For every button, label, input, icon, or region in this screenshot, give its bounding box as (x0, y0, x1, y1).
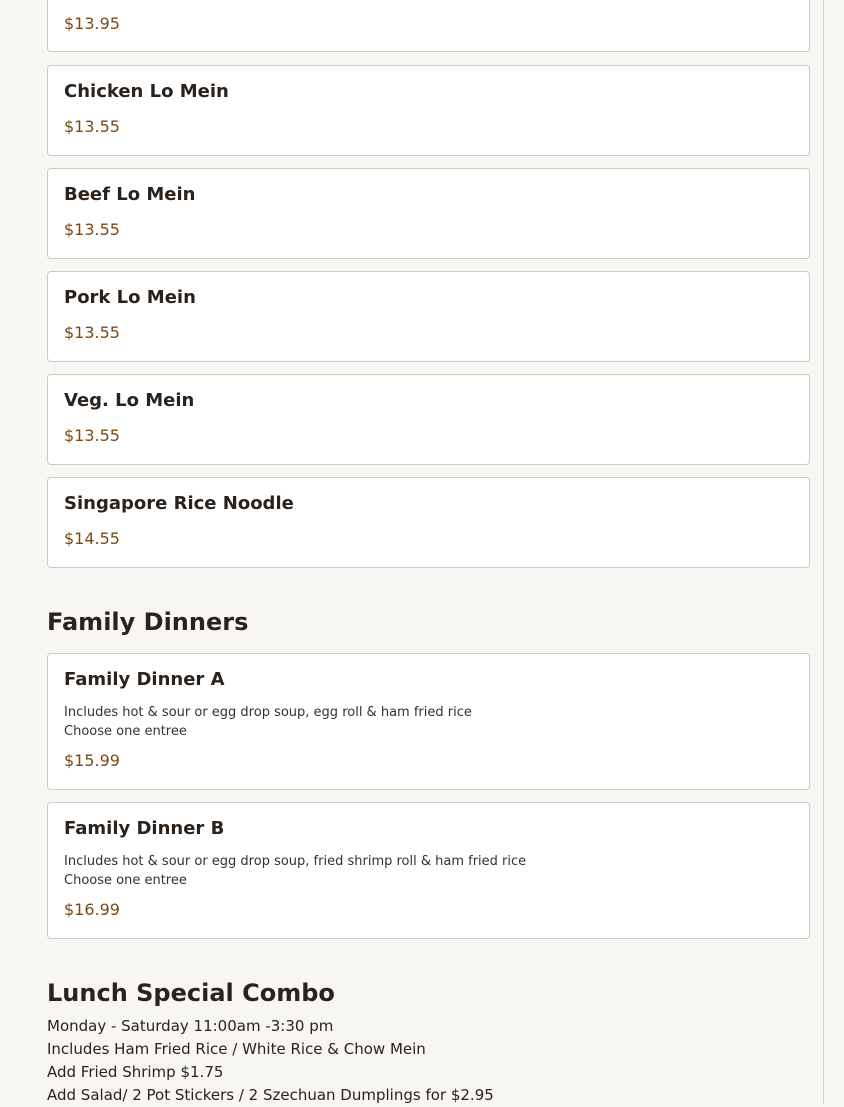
menu-item-name: Pork Lo Mein (64, 287, 196, 308)
section-title-lunch-special: Lunch Special Combo (47, 979, 335, 1007)
lunch-special-addon: Add Fried Shrimp $1.75 (47, 1063, 224, 1081)
menu-item-description: Includes hot & sour or egg drop soup, egg roll & ham fried rice (64, 705, 472, 720)
menu-item-card[interactable] (47, 271, 810, 362)
menu-item-card[interactable] (47, 802, 810, 939)
menu-item-name: Beef Lo Mein (64, 184, 196, 205)
menu-item-card[interactable] (47, 653, 810, 790)
menu-item-name: Veg. Lo Mein (64, 390, 195, 411)
menu-item-card[interactable] (47, 374, 810, 465)
menu-item-price: $13.55 (64, 117, 120, 136)
menu-item-price: $13.55 (64, 426, 120, 445)
menu-item-description: Includes hot & sour or egg drop soup, fried shrimp roll & ham fried rice (64, 854, 527, 869)
menu-item-price: $13.95 (64, 14, 120, 33)
menu-item-price: $13.55 (64, 220, 120, 239)
menu-item-card[interactable] (47, 65, 810, 156)
menu-item-name: Family Dinner A (64, 669, 225, 690)
menu-item-description: Choose one entree (64, 724, 187, 739)
menu-item-name: Singapore Rice Noodle (64, 493, 294, 514)
lunch-special-addon: Add Salad/ 2 Pot Stickers / 2 Szechuan Dumplings for $2.95 (47, 1086, 494, 1104)
menu-item-price: $13.55 (64, 323, 120, 342)
menu-item-price: $16.99 (64, 900, 120, 919)
lunch-special-hours: Monday - Saturday 11:00am -3:30 pm (47, 1017, 334, 1035)
menu-item-name: Chicken Lo Mein (64, 81, 229, 102)
menu-item-price: $15.99 (64, 751, 120, 770)
section-title-family-dinners: Family Dinners (47, 608, 249, 636)
menu-item-card[interactable] (47, 0, 810, 52)
menu-item-card[interactable] (47, 168, 810, 259)
lunch-special-includes: Includes Ham Fried Rice / White Rice & Chow Mein (47, 1040, 426, 1058)
menu-item-description: Choose one entree (64, 873, 187, 888)
menu-item-card[interactable] (47, 477, 810, 568)
menu-item-name: Family Dinner B (64, 818, 225, 839)
menu-item-price: $14.55 (64, 529, 120, 548)
